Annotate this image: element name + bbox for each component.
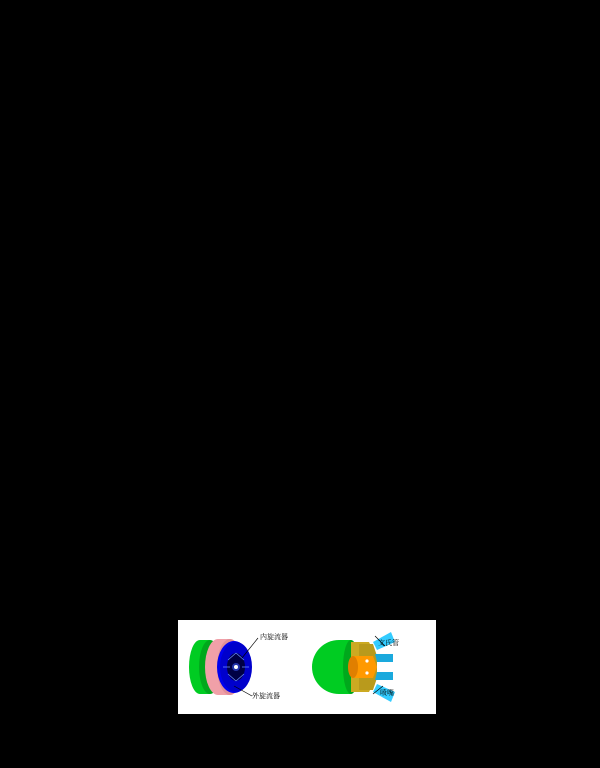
right-view-drawing <box>307 620 436 714</box>
label-outer-swirler: 外旋流器 <box>252 692 280 700</box>
figure-panel <box>178 620 436 714</box>
cyan-vane-mid-top <box>375 654 393 662</box>
orange-nozzle-face <box>348 656 358 678</box>
label-nozzle: 喷嘴 <box>380 689 394 697</box>
nozzle-port-lower <box>365 671 368 674</box>
cyan-vane-mid-bottom <box>375 672 393 680</box>
center-hole <box>234 665 238 669</box>
label-venturi: 文氏管 <box>378 639 399 647</box>
label-inner-swirler: 内旋流器 <box>260 633 288 641</box>
figure-right-view <box>307 620 436 714</box>
nozzle-port-upper <box>365 659 368 662</box>
